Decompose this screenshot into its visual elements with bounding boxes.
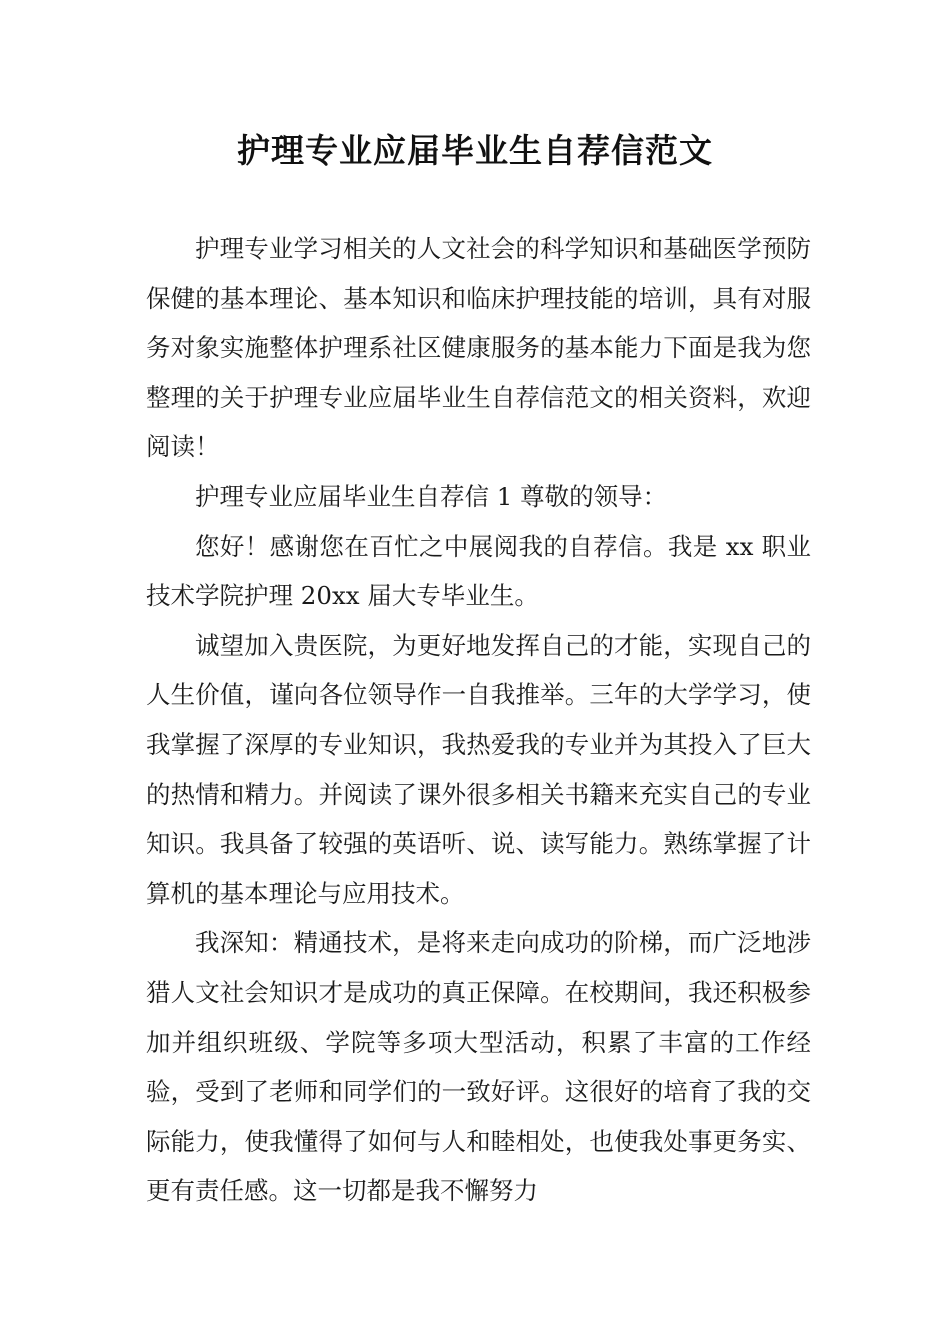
document-title: 护理专业应届毕业生自荐信范文 — [237, 131, 713, 170]
paragraph-greeting: 您好！感谢您在百忙之中展阅我的自荐信。我是 xx 职业技术学院护理 20xx 届大专毕业生。 — [146, 531, 811, 611]
paragraph-education: 诚望加入贵医院，为更好地发挥自己的才能，实现自己的人生价值，谨向各位领导作一自我推举。三年的大学学习，使我掌握了深厚的专业知识，我热爱我的专业并为其投入了巨大的热情和精力。并阅读了课外很多相关书籍来充实自己的专业知识。我具备了较强的英语听、说、读写能力。熟练掌握了计算机的基本理论与应用技术。 — [146, 630, 811, 908]
paragraph-activities: 我深知：精通技术，是将来走向成功的阶梯，而广泛地涉猎人文社会知识才是成功的真正保障。在校期间，我还积极参加并组织班级、学院等多项大型活动，积累了丰富的工作经验，受到了老师和同学们的一致好评。这很好的培育了我的交际能力，使我懂得了如何与人和睦相处，也使我处事更务实、更有责任感。这一切都是我不懈努力 — [146, 928, 811, 1206]
document-body — [146, 224, 811, 1216]
paragraph-intro: 护理专业学习相关的人文社会的科学知识和基础医学预防保健的基本理论、基本知识和临床护理技能的培训，具有对服务对象实施整体护理系社区健康服务的基本能力下面是我为您整理的关于护理专业应届毕业生自荐信范文的相关资料，欢迎阅读！ — [146, 234, 811, 462]
paragraph-salutation: 护理专业应届毕业生自荐信 1 尊敬的领导： — [195, 481, 668, 511]
